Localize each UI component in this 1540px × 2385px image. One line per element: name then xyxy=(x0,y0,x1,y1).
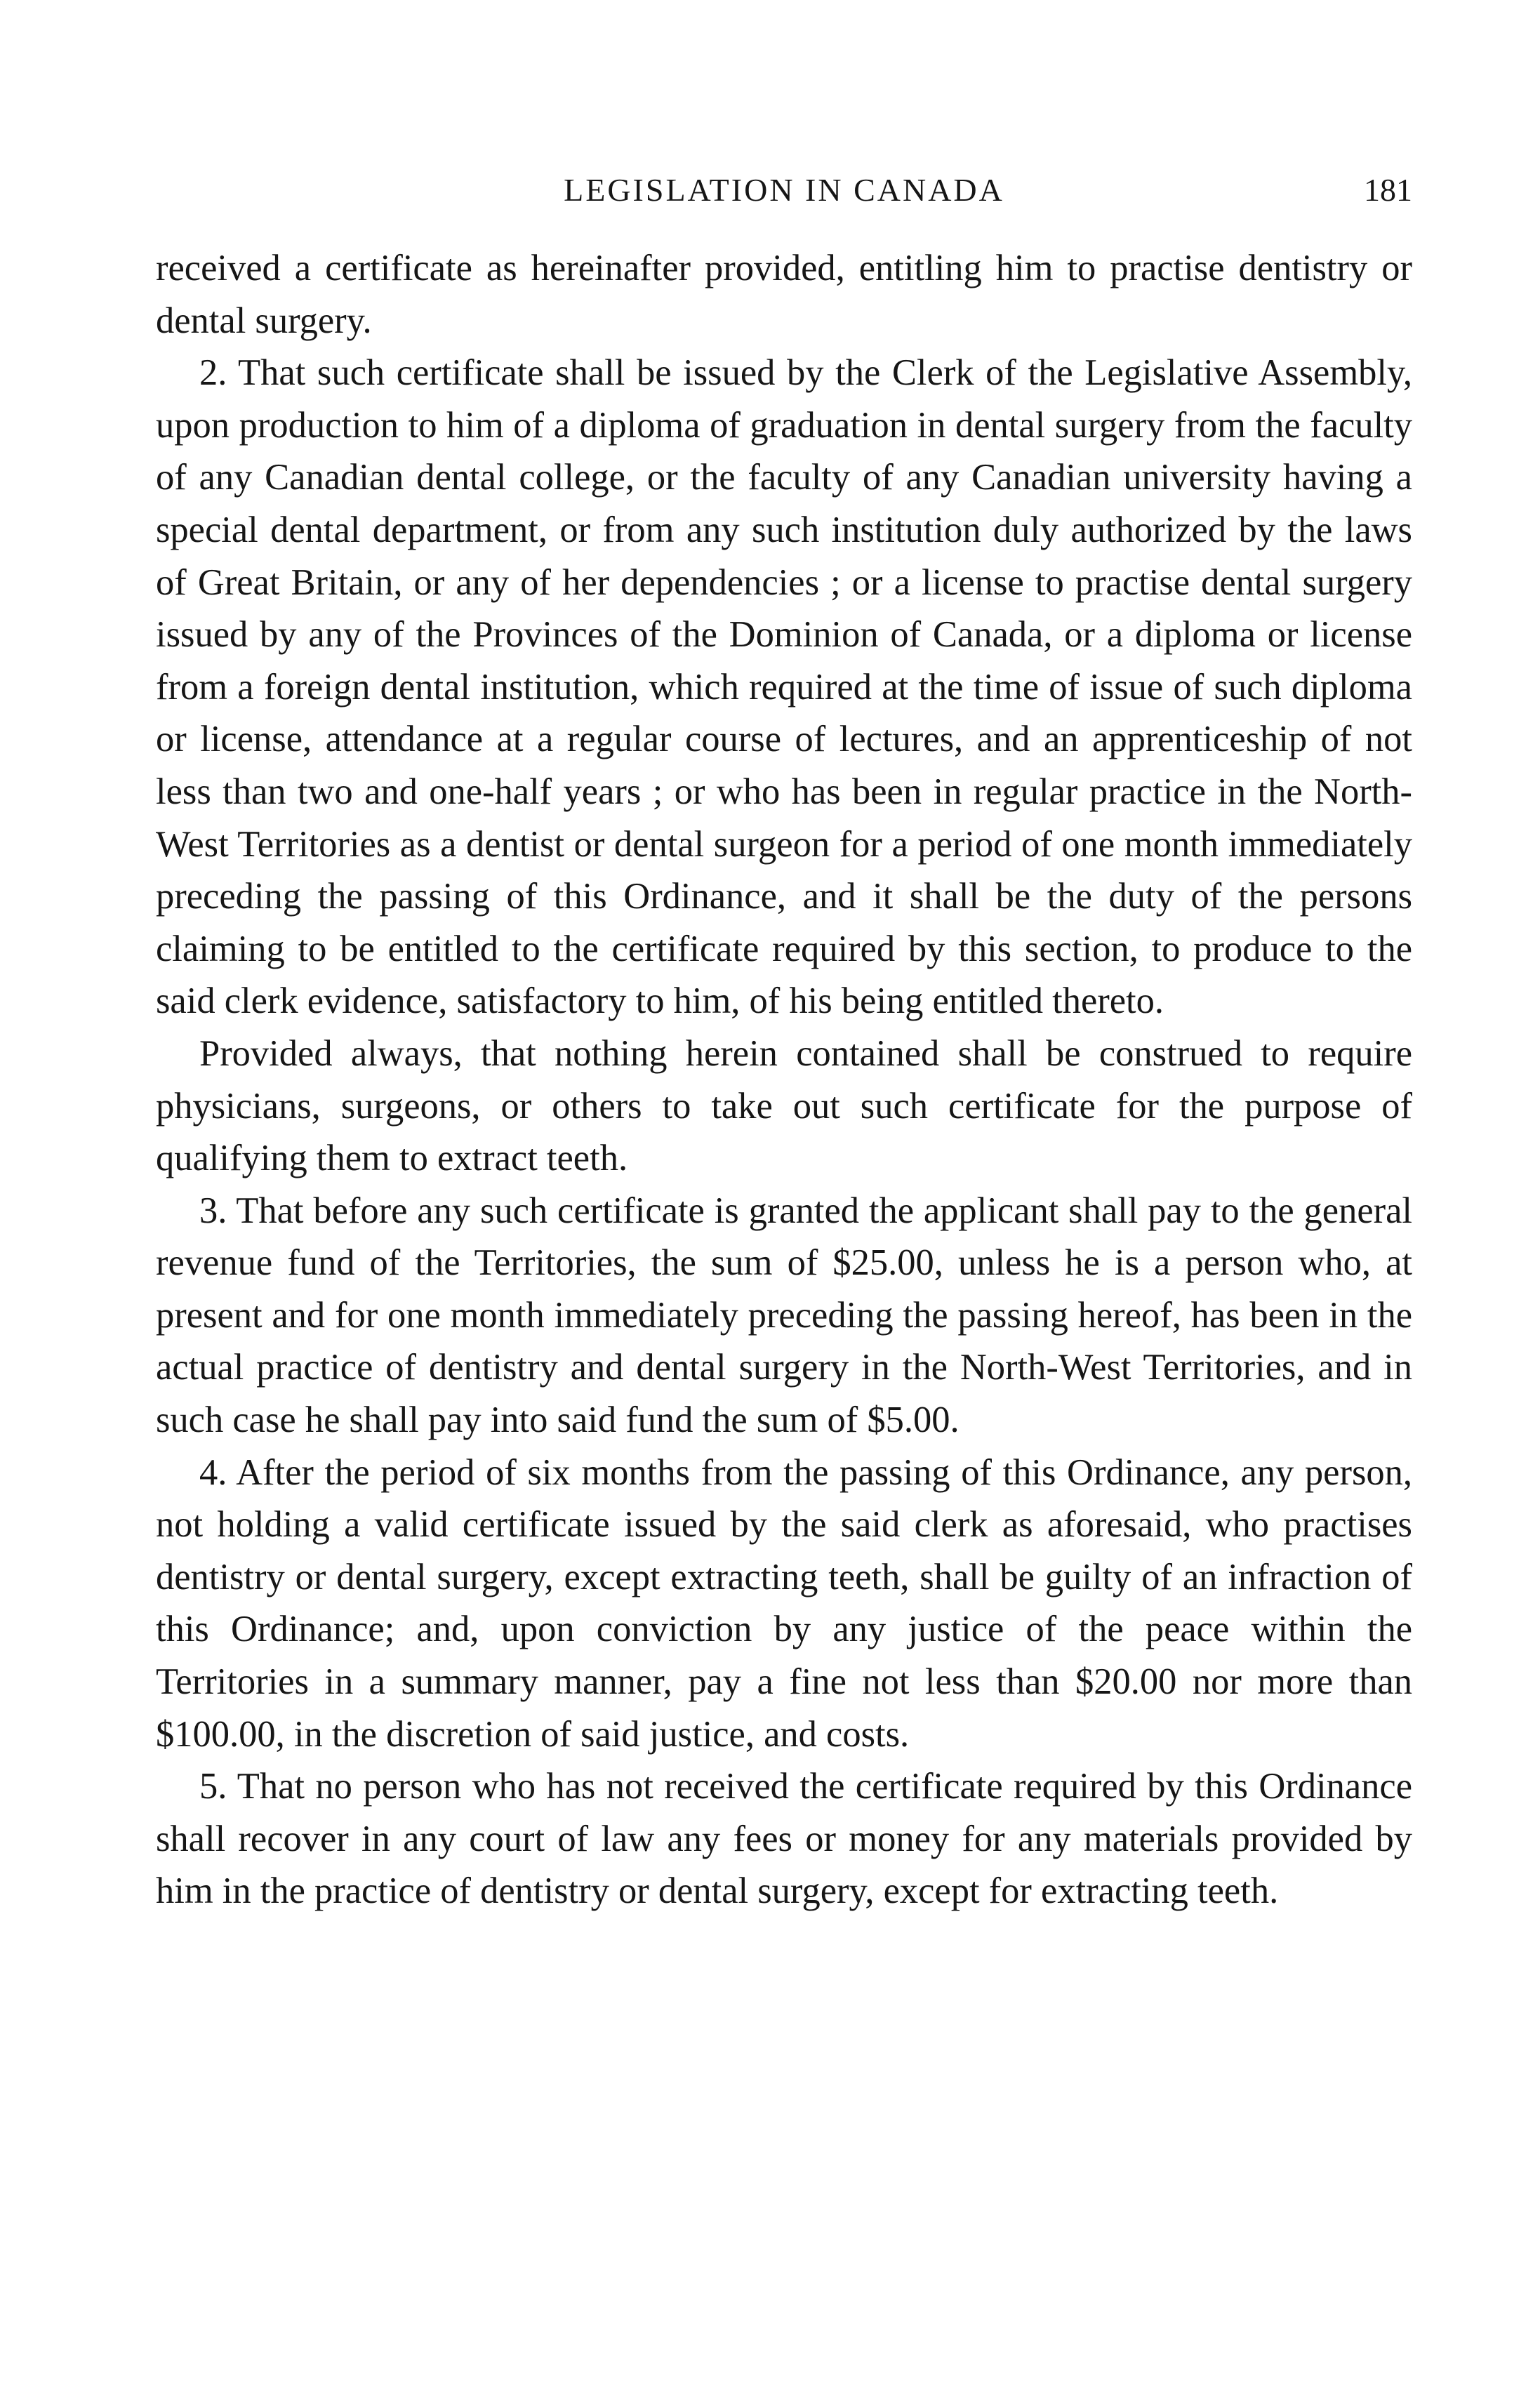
running-title: LEGISLATION IN CANADA xyxy=(564,172,1004,208)
paragraph-section-3: 3. That before any such certificate is granted the applicant shall pay to the general revenue fund of the Territories, the sum of $25.00, unless he is a person who, at present and for one month immediately preceding the passing hereof, has been in the actual practice of dentistry and dental surgery in the North-West Territories, and in such case he shall pay into said fund the sum of $5.00. xyxy=(156,1190,1412,1441)
page-number: 181 xyxy=(1364,172,1412,208)
paragraph-proviso: Provided always, that nothing herein contained shall be construed to require physicians, surgeons, or others to take out such certificate for the purpose of qualifying them to extract teeth. xyxy=(156,1032,1412,1179)
paragraph-section-4: 4. After the period of six months from the passing of this Ordinance, any person, not holding a valid certificate issued by the said clerk as aforesaid, who practises dentistry or dental surgery, except extracting teeth, shall be guilty of an infraction of this Ordinance; and, upon conviction by any justice of the peace within the Territories in a summary manner, pay a fine not less than $20.00 nor more than $100.00, in the discretion of said justice, and costs. xyxy=(156,1451,1412,1755)
paragraph-continuation: received a certificate as hereinafter provided, entitling him to practise dentistry or dental surgery. xyxy=(156,248,1412,341)
body-text xyxy=(156,242,1412,1918)
running-header xyxy=(156,166,1412,215)
paragraph-section-5: 5. That no person who has not received the certificate required by this Ordinance shall recover in any court of law any fees or money for any materials provided by him in the practice of dentistry or dental surgery, except for extracting teeth. xyxy=(156,1766,1412,1912)
paragraph-section-2: 2. That such certificate shall be issued by the Clerk of the Legislative Assembly, upon production to him of a diploma of graduation in dental surgery from the faculty of any Canadian dental college, or the faculty of any Canadian university having a special dental department, or from any such institution duly authorized by the laws of Great Britain, or any of her dependencies ; or a license to practise dental surgery issued by any of the Provinces of the Dominion of Canada, or a diploma or license from a foreign dental institution, which required at the time of issue of such diploma or license, attendance at a regular course of lectures, and an apprenticeship of not less than two and one-half years ; or who has been in regular practice in the North-West Territories as a dentist or dental surgeon for a period of one month immediately preceding the passing of this Ordinance, and it shall be the duty of the persons claiming to be entitled to the certificate required by this section, to produce to the said clerk evidence, satisfactory to him, of his being entitled thereto. xyxy=(156,352,1412,1022)
